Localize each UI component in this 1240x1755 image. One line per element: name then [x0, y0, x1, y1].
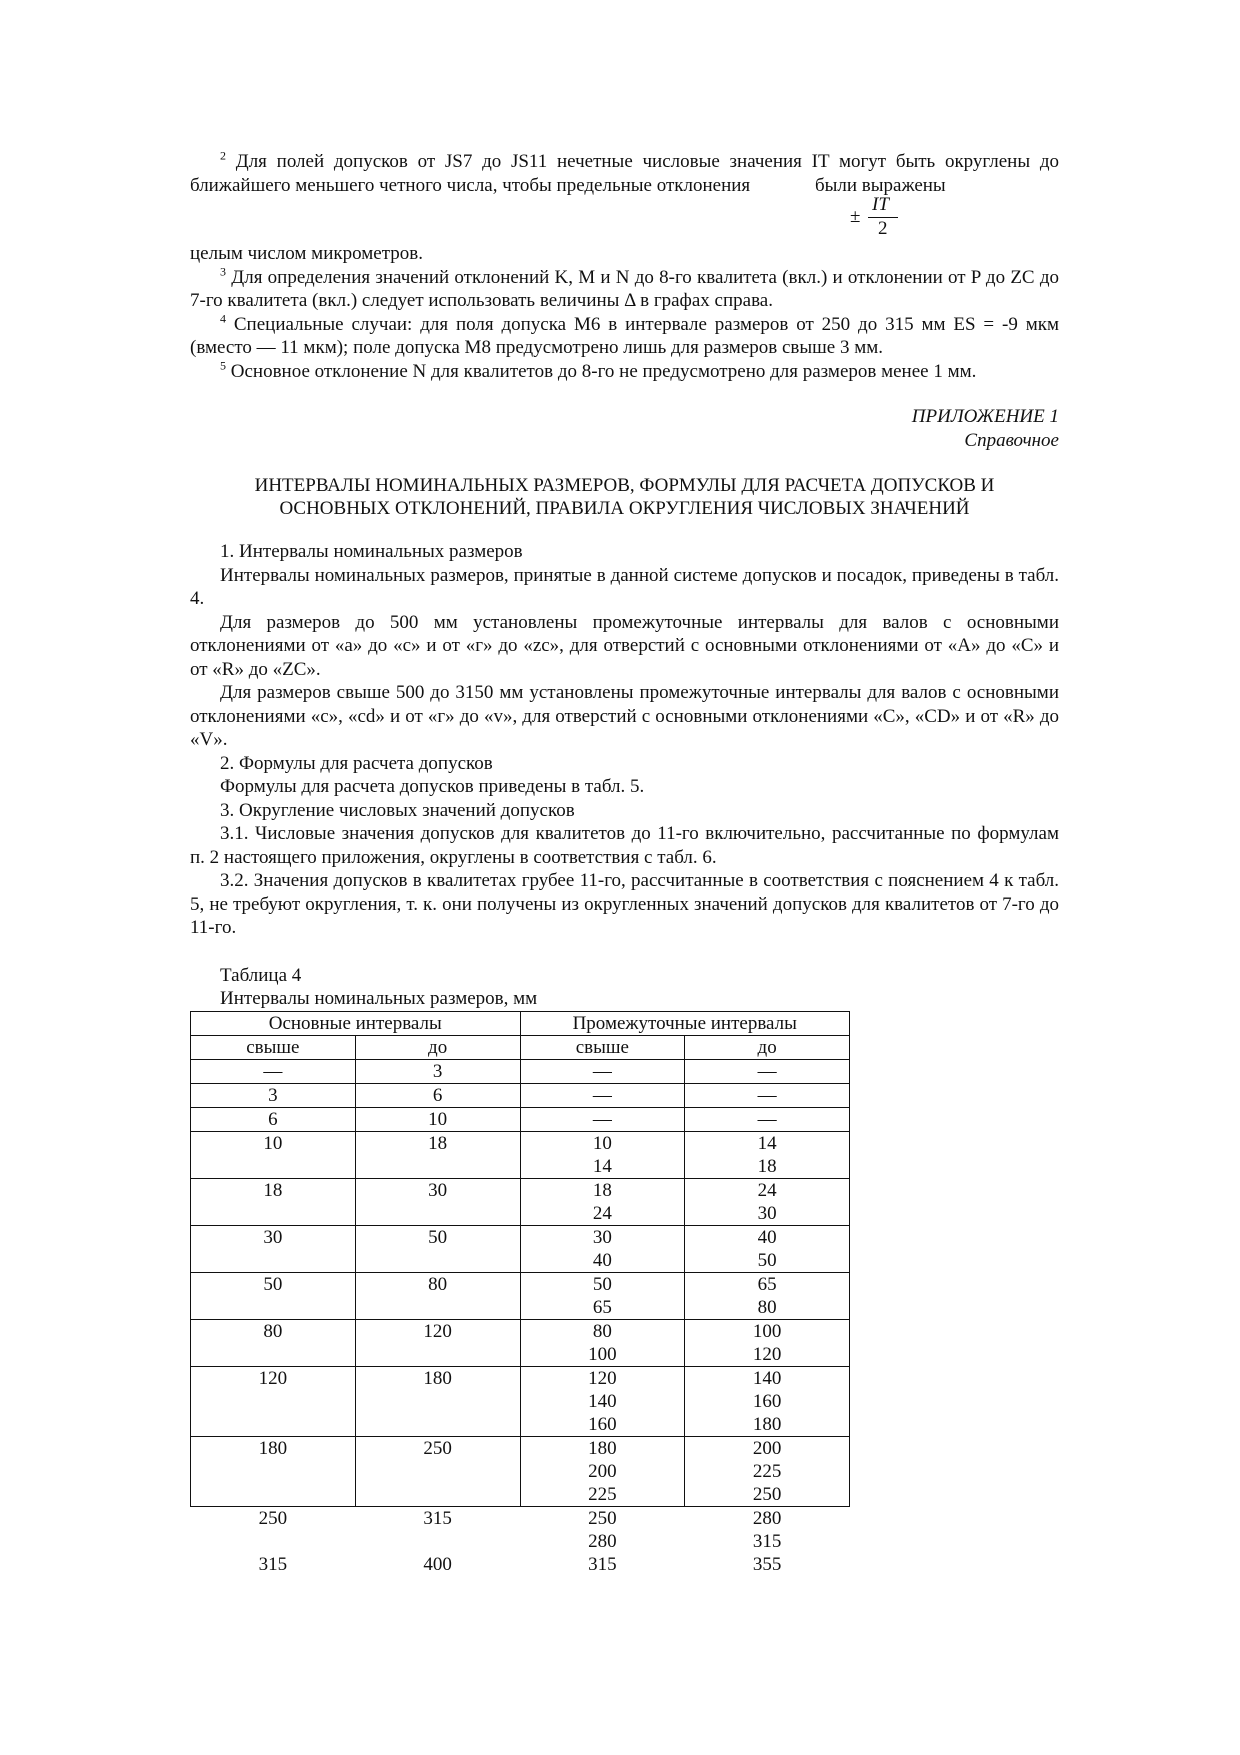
table-cell: 10	[191, 1131, 356, 1178]
table-cell: 50	[355, 1225, 520, 1272]
table-cell: 180	[191, 1436, 356, 1506]
table-cell: 6	[191, 1107, 356, 1131]
paragraph: 3.2. Значения допусков в квалитетах грубее 11-го, рассчитанные в соответствия с пояснением 4 к табл. 5, не требуют округления, т. к. они получены из округленных значений допусков для квалитетов от 7-го до 11-го.	[190, 870, 1059, 938]
paragraph: Для размеров до 500 мм установлены промежуточные интервалы для валов с основными отклонениями от «а» до «с» и от «г» до «zc», для отверстий с основными отклонениями от «А» до «С» и от «R» до «ZC».	[190, 611, 1059, 680]
table-cell: 65 80	[685, 1272, 850, 1319]
table-row	[191, 1506, 850, 1553]
table-cell: 355	[752, 1553, 782, 1575]
table-cell: 315	[258, 1553, 288, 1575]
table-cell: 80	[355, 1272, 520, 1319]
column-header: свыше	[191, 1035, 356, 1059]
table-cell: 250 280	[588, 1507, 617, 1552]
fraction-line	[190, 194, 1059, 242]
table-cell: 140 160 180	[685, 1366, 850, 1436]
table-cell: —	[520, 1083, 685, 1107]
table-cell: 14 18	[685, 1131, 850, 1178]
paragraph: Для размеров свыше 500 до 3150 мм установлены промежуточные интервалы для валов с основными отклонениями «с», «cd» и от «г» до «v», для отверстий с основными отклонениями «С», «CD» и от «R» до «V».	[190, 682, 1059, 750]
it-half-fraction: ± IT 2	[850, 193, 910, 243]
table-cell: 18	[191, 1178, 356, 1225]
table-cell: 180	[355, 1366, 520, 1436]
footnote-3: $^3$ Для определения значений отклонений K, M и N до 8-го квалитета (вкл.) и отклонении от P до ZC до 7-го квалитета (вкл.) следует использовать величины Δ в графах справа.	[190, 264, 1060, 311]
table-cell: 400	[423, 1553, 452, 1575]
table-cell: —	[685, 1083, 850, 1107]
table-header-row	[191, 1035, 850, 1059]
table-cell: 80	[191, 1319, 356, 1366]
footnote-number: 2	[220, 148, 226, 163]
table-row	[191, 1131, 850, 1178]
table-cell: 200 225 250	[685, 1436, 850, 1506]
table-cell: 250	[258, 1507, 288, 1529]
footnote-2: $^2$ Для полей допусков от JS7 до JS11 нечетные числовые значения IT могут быть округлены до ближайшего меньшего четного числа, чтобы предельные отклонения были выражены	[190, 148, 1060, 196]
table-cell: 3	[191, 1083, 356, 1107]
table-cell: 50	[191, 1272, 356, 1319]
table-cell: 100 120	[685, 1319, 850, 1366]
intervals-table	[190, 1011, 850, 1576]
table-cell: 3	[355, 1059, 520, 1083]
appendix-label: ПРИЛОЖЕНИЕ 1	[911, 406, 1059, 427]
appendix-title: ИНТЕРВАЛЫ НОМИНАЛЬНЫХ РАЗМЕРОВ, ФОРМУЛЫ ДЛЯ РАСЧЕТА ДОПУСКОВ И ОСНОВНЫХ ОТКЛОНЕНИЙ, ПРАВИЛА ОКРУГЛЕНИЯ ЧИСЛОВЫХ ЗНАЧЕНИЙ	[254, 475, 995, 519]
table-cell: 30 40	[520, 1225, 685, 1272]
footnote-2-end: целым числом микрометров.	[190, 243, 423, 264]
table-row	[191, 1272, 850, 1319]
table-row	[191, 1178, 850, 1225]
table-cell: —	[685, 1107, 850, 1131]
table-cell: —	[191, 1059, 356, 1083]
table-caption: Интервалы номинальных размеров, мм	[220, 988, 538, 1009]
column-header: свыше	[520, 1035, 685, 1059]
table-cell: 24 30	[685, 1178, 850, 1225]
table-cell: 80 100	[520, 1319, 685, 1366]
footnote-5: $^5$ Основное отклонение N для квалитетов до 8-го не предусмотрено для размеров менее 1 мм.	[220, 358, 977, 382]
table-label: Таблица 4	[220, 964, 302, 986]
table-row	[191, 1553, 850, 1576]
table-cell: 120	[191, 1366, 356, 1436]
table-cell: 250	[355, 1436, 520, 1506]
appendix-type: Справочное	[964, 429, 1059, 451]
table-cell: 6	[355, 1083, 520, 1107]
document-page	[190, 150, 1059, 1576]
footnote-4: $^4$ Специальные случаи: для поля допуска М6 в интервале размеров от 250 до 315 мм ES = -9 мкм (вместо — 11 мкм); поле допуска М8 предусмотрено лишь для размеров свыше 3 мм.	[190, 311, 1059, 358]
table-group-header: Промежуточные интервалы	[520, 1011, 850, 1035]
table-group-header: Основные интервалы	[191, 1011, 521, 1035]
table-cell: 120 140 160	[520, 1366, 685, 1436]
table-row	[191, 1366, 850, 1436]
table-cell: 10 14	[520, 1131, 685, 1178]
table-cell: —	[520, 1059, 685, 1083]
table-row	[191, 1319, 850, 1366]
table-row	[191, 1059, 850, 1083]
table-cell: 280 315	[752, 1507, 782, 1552]
column-header: до	[685, 1035, 850, 1059]
table-header-row	[191, 1011, 850, 1035]
table-cell: 10	[355, 1107, 520, 1131]
paragraph: Интервалы номинальных размеров, принятые в данной системе допусков и посадок, приведены в табл. 4.	[190, 564, 1059, 609]
table-cell: 180 200 225	[520, 1436, 685, 1506]
paragraph: 3.1. Числовые значения допусков для квалитетов до 11-го включительно, рассчитанные по формулам п. 2 настоящего приложения, округлены в соответствия с табл. 6.	[190, 823, 1059, 868]
table-cell: 18	[355, 1131, 520, 1178]
table-row	[191, 1083, 850, 1107]
table-cell: 120	[355, 1319, 520, 1366]
table-row	[191, 1436, 850, 1506]
table-cell: 315	[423, 1507, 452, 1529]
section-3-heading: 3. Округление числовых значений допусков	[220, 799, 575, 821]
table-cell: 50 65	[520, 1272, 685, 1319]
table-row	[191, 1225, 850, 1272]
table-cell: 30	[355, 1178, 520, 1225]
table-cell: 30	[191, 1225, 356, 1272]
table-cell: —	[520, 1107, 685, 1131]
table-cell: 315	[588, 1553, 617, 1575]
paragraph: Формулы для расчета допусков приведены в табл. 5.	[220, 776, 645, 797]
table-cell: 40 50	[685, 1225, 850, 1272]
table-cell: 18 24	[520, 1178, 685, 1225]
section-1-heading: 1. Интервалы номинальных размеров	[220, 541, 523, 562]
table-cell: —	[685, 1059, 850, 1083]
section-2-heading: 2. Формулы для расчета допусков	[220, 752, 493, 774]
table-row	[191, 1107, 850, 1131]
column-header: до	[355, 1035, 520, 1059]
